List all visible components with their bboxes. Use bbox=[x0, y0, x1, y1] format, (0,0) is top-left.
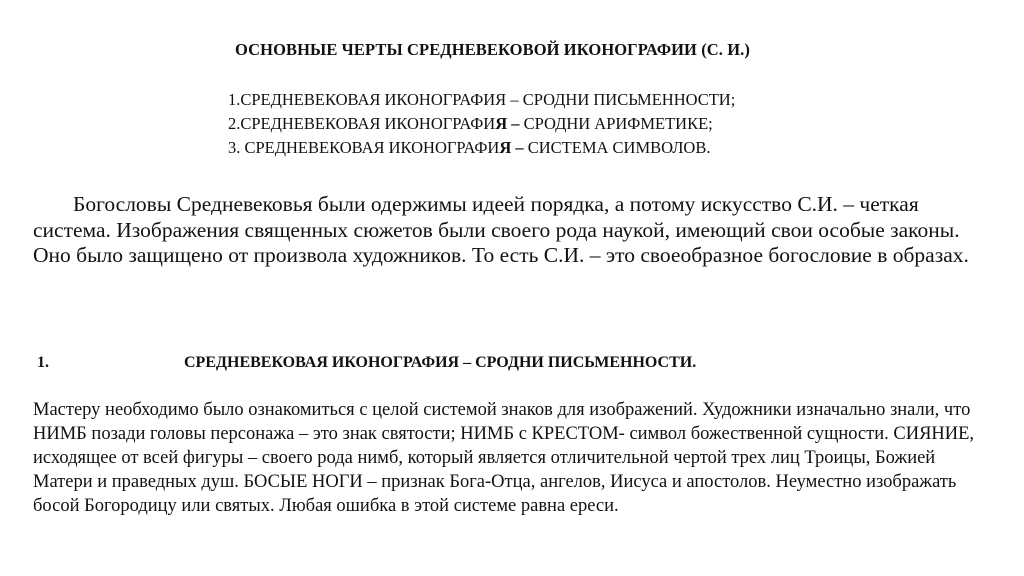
key-point-2-text: 2.СРЕДНЕВЕКОВАЯ ИКОНОГРАФИ bbox=[228, 114, 496, 133]
section-heading-text: СРЕДНЕВЕКОВАЯ ИКОНОГРАФИЯ – СРОДНИ ПИСЬМЕННОСТИ. bbox=[184, 354, 697, 371]
intro-paragraph: Богословы Средневековья были одержимы идеей порядка, а потому искусство С.И. – четкая система. Изображения священных сюжетов были своего рода наукой, имеющий свои особые законы. Оно было защищено от произвола художников. То есть С.И. – это своеобразное богословие в образах. bbox=[33, 192, 969, 267]
slide-title: ОСНОВНЫЕ ЧЕРТЫ СРЕДНЕВЕКОВОЙ ИКОНОГРАФИИ (С. И.) bbox=[234, 40, 751, 59]
key-point-3-bold: Я – bbox=[499, 138, 528, 157]
key-points-list bbox=[228, 88, 735, 160]
key-point-3-suffix: СИСТЕМА СИМВОЛОВ. bbox=[527, 138, 711, 157]
key-point-2-suffix: СРОДНИ АРИФМЕТИКЕ; bbox=[523, 114, 713, 133]
key-point-2 bbox=[228, 112, 735, 136]
section-number: 1. bbox=[37, 354, 49, 371]
key-point-1-text: 1.СРЕДНЕВЕКОВАЯ ИКОНОГРАФИЯ – СРОДНИ ПИСЬМЕННОСТИ; bbox=[228, 90, 736, 109]
key-point-2-bold: Я – bbox=[495, 114, 524, 133]
key-point-3-text: 3. СРЕДНЕВЕКОВАЯ ИКОНОГРАФИ bbox=[228, 138, 500, 157]
key-point-3 bbox=[228, 136, 735, 160]
section-paragraph: Мастеру необходимо было ознакомиться с целой системой знаков для изображений. Художники изначально знали, что НИМБ позади головы персонажа – это знак святости; НИМБ с КРЕСТОМ- символ божественной сущности. СИЯНИЕ, исходящее от всей фигуры – своего рода нимб, который является отличительной чертой трех лиц Троицы, Божией Матери и праведных душ. БОСЫЕ НОГИ – признак Бога-Отца, ангелов, Иисуса и апостолов. Неуместно изображать босой Богородицу или святых. Любая ошибка в этой системе равна ереси. bbox=[33, 400, 975, 516]
key-point-1 bbox=[228, 88, 735, 112]
